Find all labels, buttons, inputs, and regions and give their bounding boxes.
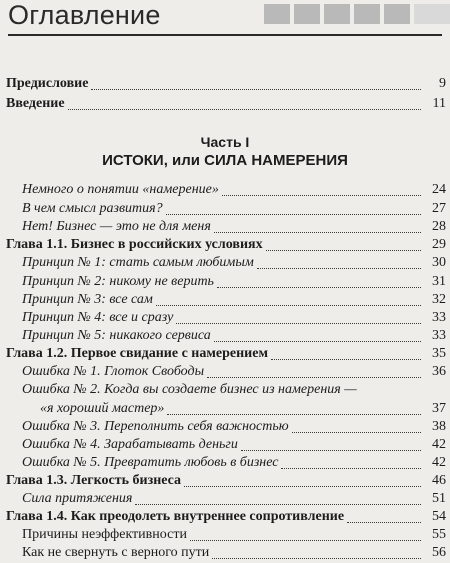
entry-title: Принцип № 2: никому не верить — [22, 274, 214, 289]
leader-dots — [176, 311, 421, 324]
toc-entry — [22, 453, 446, 473]
leader-dots — [91, 77, 421, 90]
leader-dots — [68, 97, 421, 110]
entry-title-line2: «я хороший мастер» — [40, 401, 165, 416]
leader-dots — [184, 474, 421, 487]
leader-dots — [167, 402, 421, 415]
toc-chapter — [6, 507, 446, 527]
toc-chapter — [6, 344, 446, 364]
entry-page: 30 — [432, 255, 446, 270]
leader-dots — [222, 183, 421, 196]
leader-dots — [292, 420, 421, 433]
decorative-squares — [264, 4, 450, 24]
entry-title: Глава 1.1. Бизнес в российских условиях — [6, 237, 263, 252]
part-title: ИСТОКИ, или СИЛА НАМЕРЕНИЯ — [102, 152, 348, 169]
toc-entry-preface — [6, 74, 446, 94]
entry-title: Глава 1.2. Первое свидание с намерением — [6, 346, 268, 361]
toc-entry — [40, 399, 446, 419]
entry-page: 33 — [432, 310, 446, 325]
entry-page: 28 — [432, 219, 446, 234]
decor-square — [294, 4, 320, 24]
entry-title: Принцип № 4: все и сразу — [22, 310, 174, 325]
entry-title: Принцип № 3: все сам — [22, 292, 153, 307]
entry-title: Глава 1.3. Легкость бизнеса — [6, 473, 182, 488]
toc-chapter — [6, 471, 446, 491]
entry-title: Принцип № 1: стать самым любимым — [22, 255, 254, 270]
leader-dots — [347, 510, 421, 523]
entry-page: 35 — [432, 346, 446, 361]
entry-page: 33 — [432, 328, 446, 343]
toc-entry — [22, 290, 446, 310]
leader-dots — [190, 528, 421, 541]
part-label: Часть I — [200, 134, 250, 150]
entry-page: 11 — [432, 96, 446, 111]
entry-page: 32 — [432, 292, 446, 307]
entry-page: 55 — [432, 527, 446, 542]
entry-title: Причины неэффективности — [22, 527, 187, 542]
entry-page: 36 — [432, 364, 446, 379]
entry-page: 31 — [432, 274, 446, 289]
toc-entry — [22, 272, 446, 292]
entry-page: 51 — [432, 491, 446, 506]
leader-dots — [241, 438, 421, 451]
toc-entry-introduction — [6, 94, 446, 114]
leader-dots — [214, 220, 421, 233]
entry-title: Ошибка № 1. Глоток Свободы — [22, 364, 205, 379]
entry-title: Нет! Бизнес — это не для меня — [22, 219, 211, 234]
title-rule — [8, 34, 442, 36]
toc-header — [8, 0, 448, 36]
toc-entry — [22, 489, 446, 509]
leader-dots — [156, 293, 421, 306]
entry-page: 42 — [432, 455, 446, 470]
decor-square — [324, 4, 350, 24]
entry-page: 29 — [432, 237, 446, 252]
toc-entry — [22, 543, 446, 563]
entry-page: 46 — [432, 473, 446, 488]
entry-title: Введение — [6, 96, 65, 111]
entry-page: 38 — [432, 419, 446, 434]
entry-title: Сила притяжения — [22, 491, 133, 506]
entry-title: Как не свернуть с верного пути — [22, 545, 210, 560]
toc-title: Оглавление — [8, 0, 161, 30]
leader-dots — [281, 456, 421, 469]
leader-dots — [214, 329, 421, 342]
decor-square — [264, 4, 290, 24]
entry-page: 37 — [432, 401, 446, 416]
leader-dots — [212, 546, 421, 559]
entry-title: В чем смысл развития? — [22, 201, 163, 216]
leader-dots — [266, 238, 421, 251]
entry-title: Ошибка № 4. Зарабатывать деньги — [22, 437, 238, 452]
entry-title-line1: Ошибка № 2. Когда вы создаете бизнес из намерения — — [22, 382, 357, 397]
toc-entry — [22, 180, 446, 200]
toc-entry — [22, 253, 446, 273]
toc-entry — [22, 326, 446, 346]
toc-entry — [22, 435, 446, 455]
leader-dots — [166, 202, 421, 215]
leader-dots — [217, 275, 421, 288]
leader-dots — [257, 256, 421, 269]
entry-page: 54 — [432, 509, 446, 524]
entry-page: 24 — [432, 182, 446, 197]
toc-entry — [22, 362, 446, 382]
decor-square — [354, 4, 380, 24]
entry-title: Ошибка № 5. Превратить любовь в бизнес — [22, 455, 279, 470]
entry-page: 9 — [439, 76, 446, 91]
leader-dots — [207, 365, 421, 378]
decor-square — [414, 4, 450, 24]
entry-title: Предисловие — [6, 76, 89, 91]
entry-title: Глава 1.4. Как преодолеть внутреннее сопротивление — [6, 509, 345, 524]
toc-entry — [22, 525, 446, 545]
entry-title: Немного о понятии «намерение» — [22, 182, 219, 197]
entry-page: 56 — [432, 545, 446, 560]
entry-page: 42 — [432, 437, 446, 452]
leader-dots — [135, 492, 421, 505]
entry-title: Принцип № 5: никакого сервиса — [22, 328, 211, 343]
toc-chapter — [6, 235, 446, 255]
toc-entry — [22, 199, 446, 219]
toc-entry — [22, 417, 446, 437]
decor-square — [384, 4, 410, 24]
leader-dots — [271, 347, 421, 360]
entry-title: Ошибка № 3. Переполнить себя важностью — [22, 419, 289, 434]
toc-entry — [22, 217, 446, 237]
entry-page: 27 — [432, 201, 446, 216]
toc-entry — [22, 308, 446, 328]
